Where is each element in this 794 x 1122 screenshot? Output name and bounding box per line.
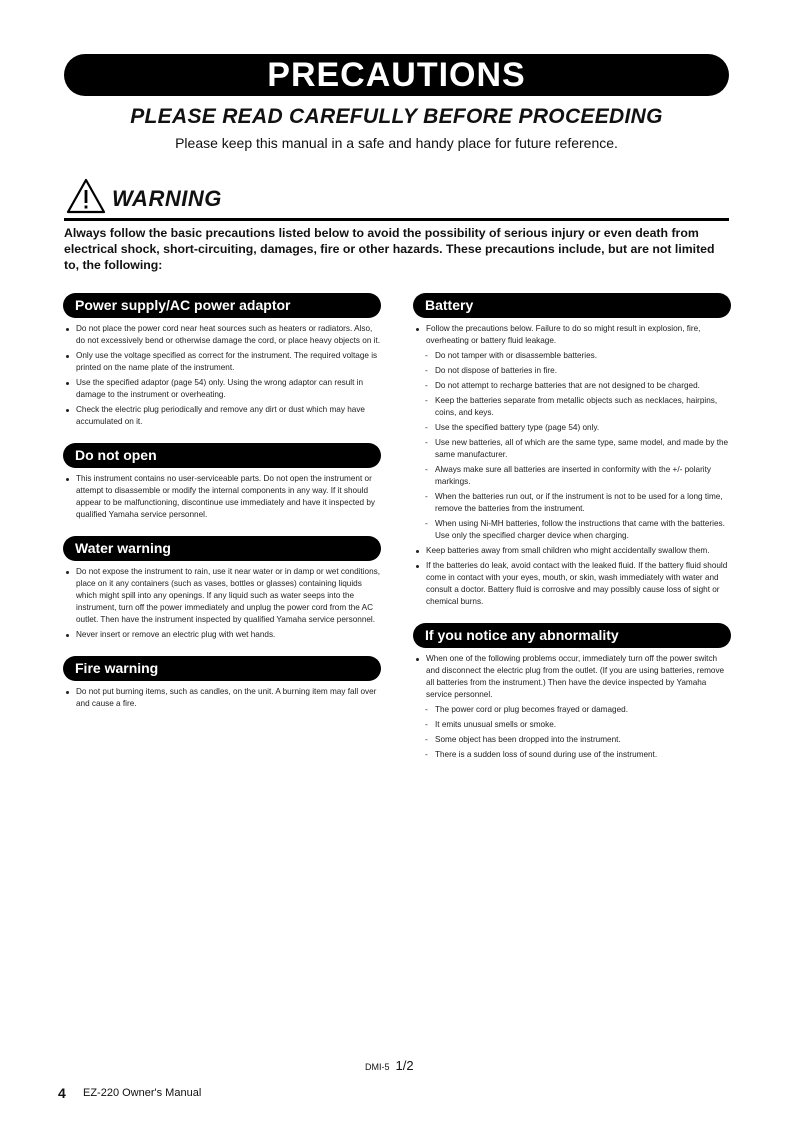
doc-fraction: 1/2 — [395, 1058, 414, 1073]
bullet-item: Do not place the power cord near heat sources such as heaters or radiators. Also, do not excessively bend or otherwise damage the cord, or place heavy objects on it. — [63, 323, 381, 347]
section-header-do-not-open: Do not open — [63, 443, 381, 468]
bullet-item: Only use the voltage specified as correct for the instrument. The required voltage is printed on the name plate of the instrument. — [63, 350, 381, 374]
section-header-battery: Battery — [413, 293, 731, 318]
bullet-item: This instrument contains no user-serviceable parts. Do not open the instrument or attempt to disassemble or modify the internal components in any way. If it should appear to be malfunctioning, discontinue use immediately and have it inspected by qualified Yamaha service personnel. — [63, 473, 381, 521]
dash-item: - Do not attempt to recharge batteries that are not designed to be charged. — [413, 380, 731, 392]
dash-item: - Use new batteries, all of which are the same type, same model, and made by the same manufacturer. — [413, 437, 731, 461]
bullet-item: When one of the following problems occur, immediately turn off the power switch and disconnect the electric plug from the outlet. (If you are using batteries, remove all batteries from the instrument.) Then have the device inspected by Yamaha service personnel. — [413, 653, 731, 701]
bullet-item: Never insert or remove an electric plug with wet hands. — [63, 629, 381, 641]
section-header-if-you-notice-any-abnormality: If you notice any abnormality — [413, 623, 731, 648]
subtitle: PLEASE READ CAREFULLY BEFORE PROCEEDING — [130, 105, 663, 128]
doc-code: DMI-5 — [365, 1062, 390, 1072]
warning-header — [64, 178, 729, 221]
dash-item: - Do not tamper with or disassemble batteries. — [413, 350, 731, 362]
bullet-item: Do not put burning items, such as candles, on the unit. A burning item may fall over and cause a fire. — [63, 686, 381, 710]
precautions-banner — [64, 54, 729, 96]
section-list — [63, 686, 381, 710]
dash-item: - Do not dispose of batteries in fire. — [413, 365, 731, 377]
section-list — [63, 566, 381, 641]
page-number: 4 — [58, 1085, 66, 1101]
section-header-power-supply-ac-power-adaptor: Power supply/AC power adaptor — [63, 293, 381, 318]
section-header-water-warning: Water warning — [63, 536, 381, 561]
banner-title: PRECAUTIONS — [267, 55, 526, 94]
dash-item: - When using Ni-MH batteries, follow the instructions that came with the batteries. Use only the specified charger device when charging. — [413, 518, 731, 542]
footer-code — [365, 1058, 414, 1073]
section-list — [413, 653, 731, 761]
bullet-item: Follow the precautions below. Failure to do so might result in explosion, fire, overheating or battery fluid leakage. — [413, 323, 731, 347]
manual-title: EZ-220 Owner's Manual — [83, 1087, 202, 1099]
keep-manual-note: Please keep this manual in a safe and handy place for future reference. — [175, 135, 618, 151]
warning-intro: Always follow the basic precautions listed below to avoid the possibility of serious injury or even death from electrical shock, short-circuiting, damages, fire or other hazards. These precautions include, but are not limited to, the following: — [64, 226, 715, 272]
section-list — [413, 323, 731, 608]
bullet-item: Use the specified adaptor (page 54) only. Using the wrong adaptor can result in damage to the instrument or overheating. — [63, 377, 381, 401]
bullet-item: Check the electric plug periodically and remove any dirt or dust which may have accumulated on it. — [63, 404, 381, 428]
dash-item: - When the batteries run out, or if the instrument is not to be used for a long time, remove the batteries from the instrument. — [413, 491, 731, 515]
warning-triangle-icon — [66, 178, 106, 214]
warning-title: WARNING — [112, 186, 222, 211]
right-column — [413, 293, 731, 764]
dash-item: - There is a sudden loss of sound during use of the instrument. — [413, 749, 731, 761]
dash-item: - The power cord or plug becomes frayed or damaged. — [413, 704, 731, 716]
dash-item: - Keep the batteries separate from metallic objects such as necklaces, hairpins, coins, and keys. — [413, 395, 731, 419]
dash-item: - Always make sure all batteries are inserted in conformity with the +/- polarity markings. — [413, 464, 731, 488]
left-column — [63, 293, 381, 713]
bullet-item: Keep batteries away from small children who might accidentally swallow them. — [413, 545, 731, 557]
section-list — [63, 473, 381, 521]
section-list — [63, 323, 381, 428]
dash-item: - It emits unusual smells or smoke. — [413, 719, 731, 731]
dash-item: - Use the specified battery type (page 54) only. — [413, 422, 731, 434]
section-header-fire-warning: Fire warning — [63, 656, 381, 681]
bullet-item: If the batteries do leak, avoid contact with the leaked fluid. If the battery fluid should come in contact with your eyes, mouth, or skin, wash immediately with water and consult a doctor. Battery fluid is corrosive and may possibly cause loss of sight or chemical burns. — [413, 560, 731, 608]
dash-item: - Some object has been dropped into the instrument. — [413, 734, 731, 746]
bullet-item: Do not expose the instrument to rain, use it near water or in damp or wet conditions, place on it any containers (such as vases, bottles or glasses) containing liquids which might spill into any openings. If any liquid such as water seeps into the instrument, turn off the power immediately and unplug the power cord from the AC outlet. Then have the instrument inspected by qualified Yamaha service personnel. — [63, 566, 381, 626]
